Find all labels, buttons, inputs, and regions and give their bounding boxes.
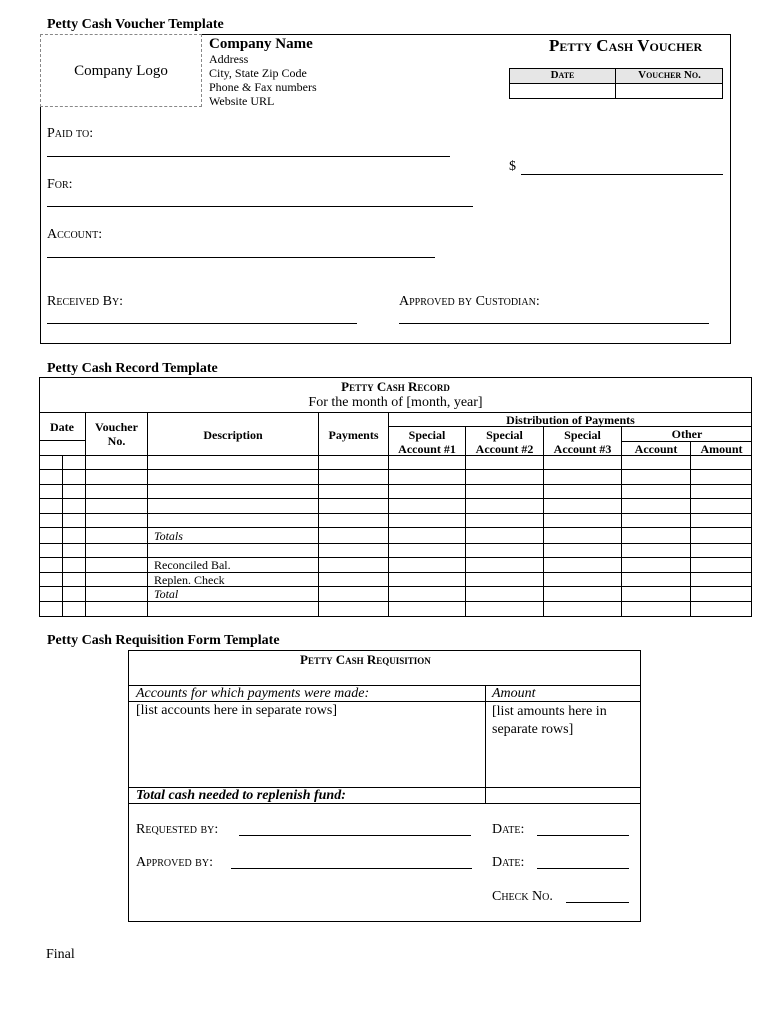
company-name: Company Name: [209, 36, 313, 52]
company-phone: Phone & Fax numbers: [209, 80, 317, 94]
voucher-section-title: Petty Cash Voucher Template: [47, 17, 224, 32]
col-distribution: Distribution of Payments: [506, 413, 635, 427]
date-header: Date: [550, 69, 575, 81]
voucher-no-value-field[interactable]: [616, 84, 722, 98]
col-other: Other: [671, 427, 703, 441]
record-heading: Petty Cash Record: [341, 379, 450, 394]
totals-label: Totals: [154, 529, 183, 543]
record-subheading: For the month of [month, year]: [308, 395, 483, 410]
for-field[interactable]: [47, 206, 473, 207]
date-label-1: Date:: [492, 822, 525, 837]
requisition-heading: Petty Cash Requisition: [300, 652, 431, 667]
voucher-no-header: Voucher No.: [638, 69, 701, 81]
record-section-title: Petty Cash Record Template: [47, 361, 218, 376]
account-label: Account:: [47, 227, 103, 242]
reconciled-label: Reconciled Bal.: [154, 558, 231, 572]
accounts-placeholder[interactable]: [list accounts here in separate rows]: [136, 703, 337, 718]
col-other-amount: Amount: [700, 442, 743, 456]
col-other-account: Account: [634, 442, 678, 456]
company-logo: [40, 34, 202, 107]
company-info: [209, 36, 317, 108]
paid-to-field[interactable]: [47, 156, 450, 157]
received-by-field[interactable]: [47, 323, 357, 324]
account-field[interactable]: [47, 257, 435, 258]
for-label: For:: [47, 177, 73, 192]
req-approved-by-field[interactable]: [231, 868, 472, 869]
col-payments: Payments: [328, 428, 379, 442]
check-no-field[interactable]: [566, 902, 629, 903]
approved-by-custodian-label: Approved by Custodian:: [399, 294, 540, 309]
amount-field[interactable]: [521, 174, 723, 175]
dollar-sign: $: [509, 159, 516, 174]
col-special-3: Special Account #3: [553, 428, 612, 456]
col-voucher-no: Voucher No.: [95, 420, 138, 448]
company-address: Address: [209, 52, 249, 66]
replen-label: Replen. Check: [154, 573, 225, 587]
date-value-field[interactable]: [510, 84, 614, 98]
check-no-label: Check No.: [492, 889, 553, 904]
company-logo-text: Company Logo: [74, 63, 168, 79]
approved-by-custodian-field[interactable]: [399, 323, 709, 324]
date-field-2[interactable]: [537, 868, 629, 869]
date-field-1[interactable]: [537, 835, 629, 836]
col-special-2: Special Account #2: [475, 428, 534, 456]
col-date: Date: [50, 420, 74, 434]
date-label-2: Date:: [492, 855, 525, 870]
company-website: Website URL: [209, 94, 275, 108]
company-city: City, State Zip Code: [209, 66, 307, 80]
amount-placeholder[interactable]: [list amounts here in separate rows]: [492, 704, 607, 737]
paid-to-label: Paid to:: [47, 126, 94, 141]
received-by-label: Received By:: [47, 294, 124, 309]
requested-by-label: Requested by:: [136, 822, 219, 837]
accounts-header: Accounts for which payments were made:: [136, 686, 370, 701]
col-special-1: Special Account #1: [398, 428, 456, 456]
total-label: Total: [154, 587, 179, 601]
req-approved-by-label: Approved by:: [136, 855, 213, 870]
footer-text: Final: [46, 947, 75, 962]
voucher-heading: Petty Cash Voucher: [549, 36, 703, 55]
amount-header: Amount: [492, 686, 536, 701]
requested-by-field[interactable]: [239, 835, 471, 836]
total-cash-label: Total cash needed to replenish fund:: [136, 788, 346, 803]
col-description: Description: [203, 428, 263, 442]
requisition-section-title: Petty Cash Requisition Form Template: [47, 633, 280, 648]
